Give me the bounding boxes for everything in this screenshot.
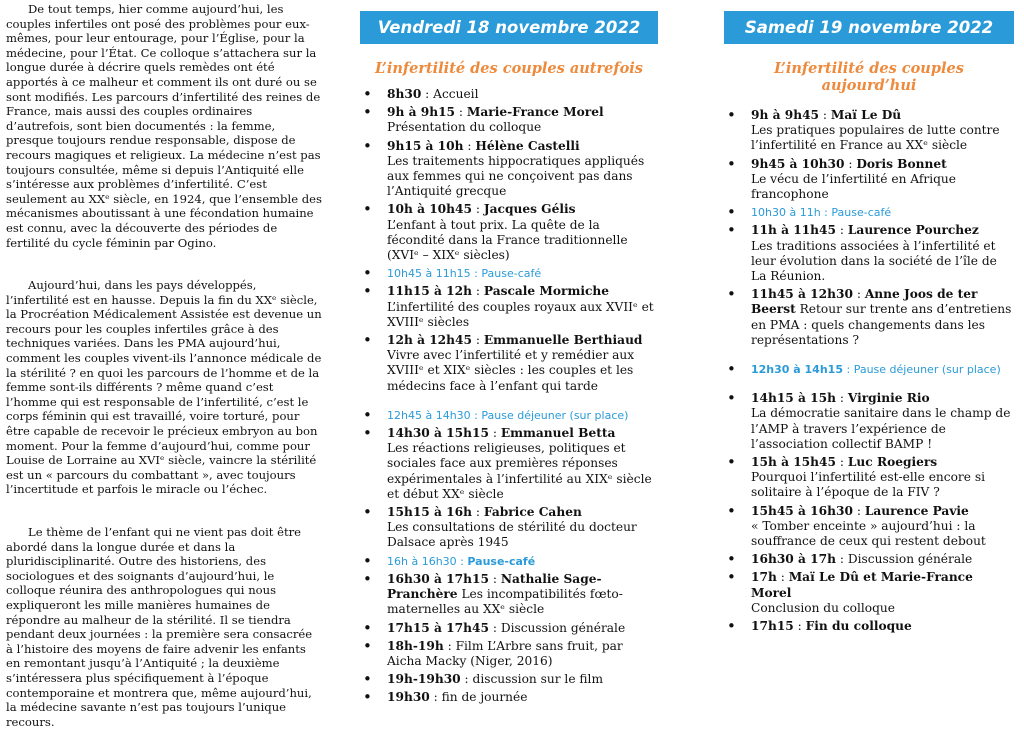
- program-item: [387, 690, 658, 705]
- speaker-name: Maï Le Dû et Marie-France Morel: [751, 570, 973, 600]
- session-time: 17h15: [751, 619, 794, 634]
- session-title: Les traitements hippocratiques appliqués aux femmes qui ne conçoivent pas dans l’Antiquité grecque: [387, 153, 645, 199]
- speaker-name: Anne Joos de ter Beerst: [751, 287, 978, 317]
- pause-label: Pause-café: [831, 206, 892, 220]
- session-time: 9h à 9h15: [387, 105, 456, 120]
- program-item: [751, 504, 1014, 550]
- program-item: [751, 223, 1014, 284]
- program-item: [751, 619, 1014, 634]
- speaker-name: Laurence Pavie: [864, 503, 969, 518]
- speaker-name: Jacques Gélis: [483, 202, 576, 217]
- program-item: [387, 266, 658, 281]
- session-title: Conclusion du colloque: [751, 600, 895, 615]
- session-title: Les traditions associées à l’infertilité et leur évolution dans la société de l’île de La Réunion.: [751, 238, 997, 284]
- session-title: Retour sur trente ans d’entretiens en PMA : quels changements dans les représentations ?: [751, 302, 1012, 347]
- session-time: 12h30 à 14h15: [751, 363, 843, 377]
- session-separator: :: [836, 552, 848, 567]
- program-item: [751, 108, 1014, 154]
- session-time: 9h15 à 10h: [387, 138, 464, 153]
- session-time: 11h15 à 12h: [387, 284, 472, 299]
- session-separator: :: [488, 426, 501, 441]
- program-item: [387, 408, 658, 423]
- session-time: 16h30 à 17h15: [387, 571, 489, 586]
- session-time: 17h15 à 17h45: [387, 620, 489, 635]
- session-time: 11h45 à 12h30: [751, 287, 853, 302]
- session-time: 10h45 à 11h15: [387, 267, 471, 281]
- program-item: [751, 157, 1014, 203]
- pause-label: Pause-café: [481, 267, 542, 281]
- program-item: [387, 333, 658, 394]
- session-separator: :: [443, 638, 456, 653]
- session-time: 14h30 à 15h15: [387, 426, 489, 441]
- saturday-theme-title: L’infertilité des couples aujourd’hui: [774, 60, 964, 94]
- intro-paragraph-1: De tout temps, hier comme aujourd’hui, les couples infertiles ont posé des problèmes pour eux-mêmes, pour leur entourage, pour l’Église, pour la médecine, pour l’État. Ce colloque s’attachera sur la longue durée à décrire quels remèdes ont été apportés à ce malheur et comment ils ont duré ou se sont modifiés. Les parcours d’infertilité des reines de France, mais aussi des couples ordinaires d’autrefois, sont bien documentés : la femme, presque toujours rendue responsable, dispose de recours magiques et religieux. La médecine n’est pas toujours consultée, même si depuis l’Antiquité elle s’intéresse aux problèmes d’infertilité. C’est seulement au XXᵉ siècle, en 1924, que l’ensemble des mécanismes aboutissant à une fécondation humaine est connu, avec la découverte des périodes de fertilité du cycle féminin par Ogino.: [6, 2, 322, 250]
- session-separator: :: [820, 206, 832, 220]
- session-title: Discussion générale: [847, 552, 973, 567]
- session-separator: :: [472, 202, 484, 217]
- friday-theme-title: L’infertilité des couples autrefois: [375, 60, 643, 77]
- session-time: 15h à 15h45: [751, 455, 836, 470]
- speaker-name: Maï Le Dû: [830, 108, 902, 122]
- session-title: Les consultations de stérilité du docteur Dalsace après 1945: [387, 520, 637, 550]
- session-title: Vivre avec l’infertilité et y remédier aux XVIIIᵉ et XIXᵉ siècles : les couples et les médecins face à l’enfant qui tarde: [387, 348, 635, 393]
- intro-paragraph-2: Aujourd’hui, dans les pays développés, l’infertilité est en hausse. Depuis la fin du XXᵉ siècle, la Procréation Médicalement Assistée est devenue un recours pour les couples infertiles grâce à des techniques variées. Dans les PMA aujourd’hui, comment les couples vivent-ils l’annonce médicale de la stérilité ? en quoi les parcours de l’homme et de la femme sont-ils différents ? même quand c’est l’homme qui est responsable de l’infertilité, c’est le corps féminin qui est travaillé, voire torturé, pour être capable de recevoir le précieux embryon au bon moment. Pour la femme d’aujourd’hui, comme pour Louise de Lorraine au XVIᵉ siècle, vaincre la stérilité est un « parcours du combattant », avec toujours l’incertitude et parfois le miracle ou l’échec.: [6, 278, 322, 497]
- session-separator: :: [836, 455, 848, 470]
- program-item: [387, 284, 658, 330]
- program-item: [751, 205, 1014, 220]
- saturday-date-banner: Samedi 19 novembre 2022: [724, 11, 1014, 44]
- session-time: 11h à 11h45: [751, 223, 836, 238]
- session-separator: :: [421, 87, 434, 101]
- session-title: Les incompatibilités fœto-maternelles au XXᵉ siècle: [387, 587, 623, 617]
- session-time: 10h à 10h45: [387, 202, 472, 217]
- program-item: [387, 621, 658, 636]
- speaker-name: Emmanuelle Berthiaud: [483, 333, 643, 348]
- session-separator: :: [836, 223, 848, 238]
- session-time: 17h: [751, 570, 777, 585]
- session-title: Les réactions religieuses, politiques et sociales face aux premières réponses expérimentales à l’infertilité au XIXᵉ siècle et début XXᵉ siècle: [387, 441, 652, 501]
- intro-paragraph-3: Le thème de l’enfant qui ne vient pas doit être abordé dans la longue durée et dans la pluridisciplinarité. Outre des historiens, des sociologues et des soignants d’aujourd’hui, le colloque réunira des anthropologues qui nous expliqueront les mille manières humaines de répondre au malheur de la stérilité. Il se tiendra pendant deux journées : la première sera consacrée à l’histoire des moyens de faire advenir les enfants en remontant jusqu’à l’Antiquité ; la deuxième s’intéressera plus spécifiquement à l’époque contemporaine et montrera que, même aujourd’hui, la médecine savante n’est pas toujours l’unique recours.: [6, 525, 313, 729]
- session-time: 12h à 12h45: [387, 333, 472, 348]
- speaker-name: Marie-France Morel: [466, 105, 604, 120]
- program-item: [387, 202, 658, 263]
- session-time: 19h30: [387, 690, 430, 705]
- session-title: Discussion générale: [500, 620, 626, 635]
- session-separator: :: [842, 363, 854, 377]
- session-time: 19h-19h30: [387, 672, 461, 687]
- speaker-name: Virginie Rio: [847, 391, 930, 406]
- friday-column: [360, 0, 658, 709]
- program-item: [387, 672, 658, 687]
- program-item: [387, 87, 658, 102]
- session-time: 15h45 à 16h30: [751, 503, 853, 518]
- session-separator: :: [463, 138, 476, 153]
- speaker-name: Nathalie Sage-Pranchère: [387, 571, 602, 602]
- program-item: [751, 362, 1014, 377]
- intro-column: [6, 2, 322, 729]
- session-separator: :: [819, 108, 831, 122]
- session-title: Pourquoi l’infertilité est-elle encore si solitaire à l’époque de la FIV ?: [751, 470, 985, 500]
- session-title: Présentation du colloque: [387, 120, 542, 135]
- session-title: « Tomber enceinte » aujourd’hui : la souffrance de ceux qui restent debout: [751, 518, 986, 549]
- program-item: [387, 639, 658, 669]
- program-item: [751, 455, 1014, 501]
- session-title: Film L’Arbre sans fruit, par Aicha Macky (Niger, 2016): [387, 638, 623, 668]
- session-separator: :: [488, 620, 501, 635]
- speaker-name: Laurence Pourchez: [847, 223, 979, 238]
- session-separator: :: [460, 672, 473, 687]
- session-separator: :: [470, 267, 482, 281]
- session-time: 9h à 9h45: [751, 108, 820, 122]
- program-item: [751, 570, 1014, 616]
- session-time: 16h à 16h30: [387, 554, 457, 568]
- session-separator: :: [472, 284, 484, 299]
- session-title: Fin du colloque: [805, 619, 912, 634]
- session-time: 8h30: [387, 87, 422, 101]
- session-separator: :: [472, 333, 484, 348]
- session-separator: :: [455, 105, 467, 120]
- session-separator: :: [470, 408, 482, 422]
- session-title: La démocratie sanitaire dans le champ de l’AMP à travers l’expérience de l’association collectif BAMP !: [751, 406, 1011, 451]
- program-item: [751, 287, 1014, 348]
- program-item: [387, 572, 658, 618]
- program-item: [751, 391, 1014, 452]
- session-separator: :: [776, 570, 789, 585]
- program-item: [387, 426, 658, 502]
- program-item: [387, 505, 658, 551]
- session-time: 18h-19h: [387, 638, 444, 653]
- session-separator: :: [472, 505, 484, 520]
- session-time: 15h15 à 16h: [387, 505, 472, 520]
- session-time: 10h30 à 11h: [751, 206, 821, 220]
- program-item: [387, 139, 658, 200]
- saturday-column: [724, 0, 1014, 637]
- friday-date-banner: Vendredi 18 novembre 2022: [360, 11, 658, 44]
- speaker-name: Hélène Castelli: [475, 138, 580, 153]
- pause-label: Pause déjeuner (sur place): [853, 363, 1001, 377]
- session-time: 9h45 à 10h30: [751, 156, 845, 171]
- session-separator: :: [488, 571, 501, 586]
- session-separator: :: [844, 156, 857, 171]
- pause-label: Pause-café: [467, 554, 536, 568]
- session-time: 16h30 à 17h: [751, 552, 836, 567]
- program-item: [751, 552, 1014, 567]
- pause-label: Pause déjeuner (sur place): [481, 408, 629, 422]
- session-title: Accueil: [433, 87, 479, 101]
- session-title: Le vécu de l’infertilité en Afrique francophone: [751, 171, 956, 202]
- session-time: 14h15 à 15h: [751, 391, 836, 406]
- session-title: Les pratiques populaires de lutte contre l’infertilité en France au XXᵉ siècle: [751, 123, 1000, 153]
- session-title: L’infertilité des couples royaux aux XVIIᵉ et XVIIIᵉ siècles: [387, 299, 654, 329]
- session-separator: :: [793, 619, 806, 634]
- session-separator: :: [429, 690, 442, 705]
- session-separator: :: [852, 503, 865, 518]
- speaker-name: Fabrice Cahen: [483, 505, 582, 520]
- session-separator: :: [456, 554, 468, 568]
- session-title: L’enfant à tout prix. La quête de la fécondité dans la France traditionnelle (XVIᵉ – XIXᵉ siècles): [387, 217, 628, 263]
- saturday-program-list: [724, 108, 1014, 634]
- session-title: discussion sur le film: [472, 672, 603, 687]
- session-separator: :: [852, 287, 865, 302]
- speaker-name: Doris Bonnet: [856, 156, 947, 171]
- program-item: [387, 554, 658, 569]
- session-time: 12h45 à 14h30: [387, 408, 471, 422]
- session-title: fin de journée: [441, 690, 528, 705]
- speaker-name: Emmanuel Betta: [500, 426, 616, 441]
- speaker-name: Luc Roegiers: [847, 455, 938, 470]
- speaker-name: Pascale Mormiche: [483, 284, 610, 299]
- program-item: [387, 105, 658, 135]
- session-separator: :: [836, 391, 848, 406]
- friday-program-list: [360, 87, 658, 706]
